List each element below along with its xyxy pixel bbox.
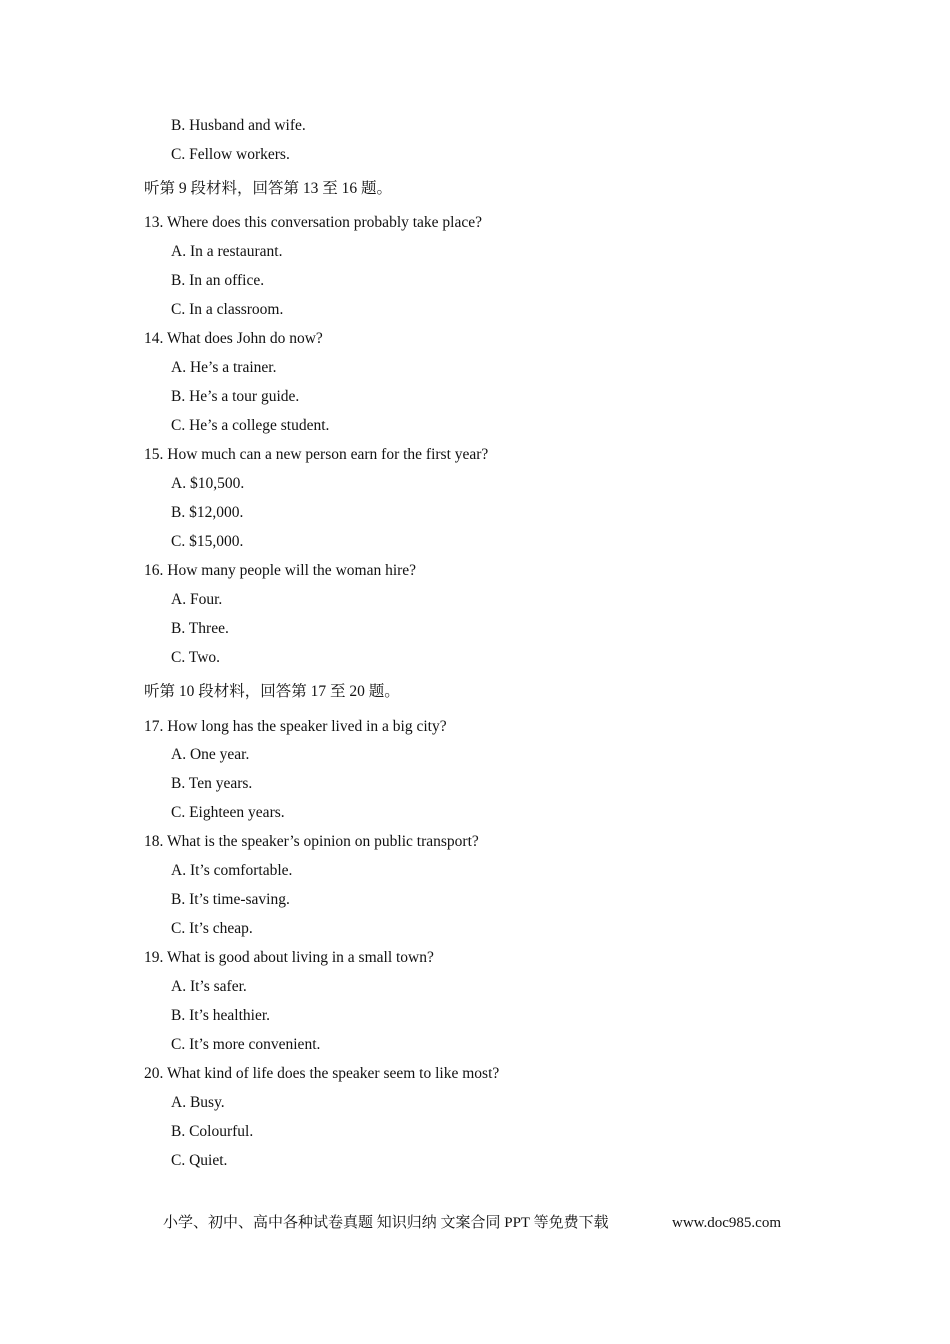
option-c-top: C. Fellow workers. [171, 146, 290, 163]
question-15: 15. How much can a new person earn for the first year? [144, 446, 489, 463]
question-16-option-a: A. Four. [171, 591, 223, 608]
question-16: 16. How many people will the woman hire? [144, 562, 417, 579]
option-b-top: B. Husband and wife. [171, 117, 306, 134]
question-13: 13. Where does this conversation probably take place? [144, 214, 483, 231]
question-17-option-c: C. Eighteen years. [171, 804, 285, 821]
question-14-option-c: C. He’s a college student. [171, 417, 330, 434]
question-19-option-b: B. It’s healthier. [171, 1007, 271, 1024]
question-18-option-b: B. It’s time-saving. [171, 891, 290, 908]
section-heading-9: 听第 9 段材料，回答第 13 至 16 题。 [144, 180, 393, 197]
question-13-option-a: A. In a restaurant. [171, 243, 283, 260]
question-15-option-a: A. $10,500. [171, 475, 245, 492]
question-14-option-b: B. He’s a tour guide. [171, 388, 300, 405]
question-13-option-c: C. In a classroom. [171, 301, 284, 318]
question-20: 20. What kind of life does the speaker seem to like most? [144, 1065, 500, 1082]
question-13-option-b: B. In an office. [171, 272, 265, 289]
question-18-option-c: C. It’s cheap. [171, 920, 253, 937]
question-15-option-c: C. $15,000. [171, 533, 244, 550]
section-heading-10: 听第 10 段材料，回答第 17 至 20 题。 [144, 683, 400, 700]
question-19: 19. What is good about living in a small town? [144, 949, 434, 966]
footer-url-link[interactable]: www.doc985.com [672, 1215, 782, 1231]
question-15-option-b: B. $12,000. [171, 504, 244, 521]
question-14-option-a: A. He’s a trainer. [171, 359, 277, 376]
question-16-option-b: B. Three. [171, 620, 229, 637]
question-16-option-c: C. Two. [171, 649, 221, 666]
question-20-option-c: C. Quiet. [171, 1152, 228, 1169]
question-17-option-a: A. One year. [171, 746, 250, 763]
question-19-option-c: C. It’s more convenient. [171, 1036, 321, 1053]
question-17: 17. How long has the speaker lived in a big city? [144, 718, 447, 735]
question-17-option-b: B. Ten years. [171, 775, 253, 792]
question-14: 14. What does John do now? [144, 330, 323, 347]
question-20-option-b: B. Colourful. [171, 1123, 254, 1140]
question-19-option-a: A. It’s safer. [171, 978, 247, 995]
question-18: 18. What is the speaker’s opinion on public transport? [144, 833, 479, 850]
question-20-option-a: A. Busy. [171, 1094, 225, 1111]
footer-text: 小学、初中、高中各种试卷真题 知识归纳 文案合同 PPT 等免费下载 [163, 1215, 609, 1231]
question-18-option-a: A. It’s comfortable. [171, 862, 293, 879]
